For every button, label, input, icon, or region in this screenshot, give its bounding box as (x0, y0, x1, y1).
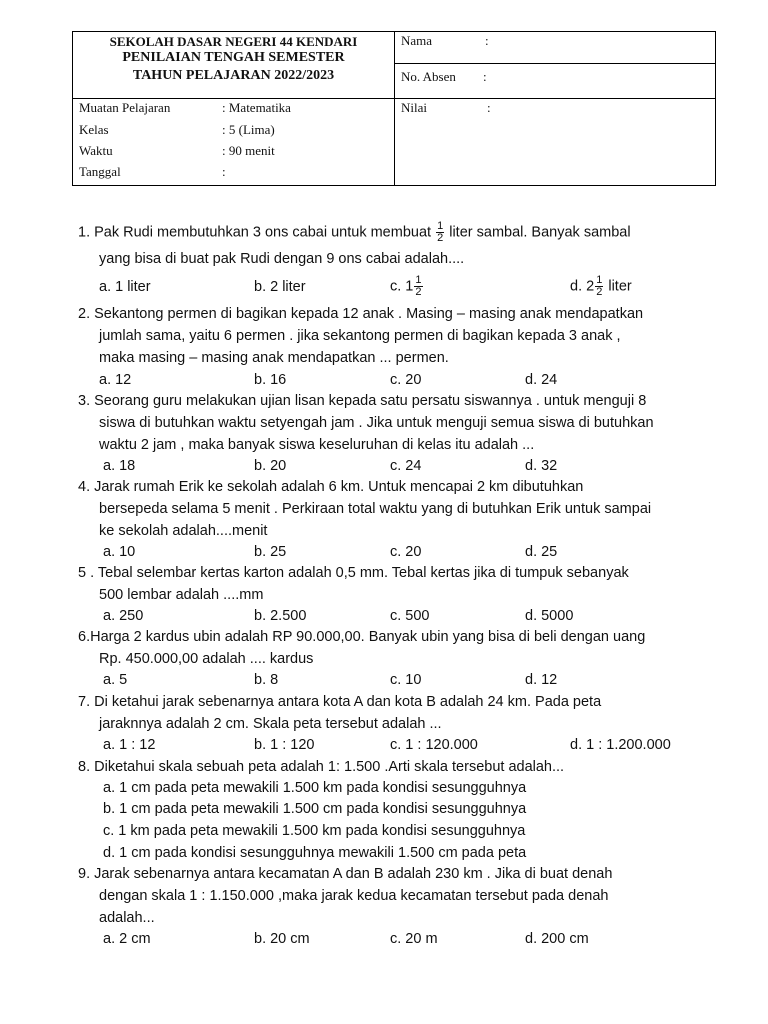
answer-option: c. 1 : 120.000 (390, 737, 478, 753)
answer-option: a. 10 (103, 544, 136, 560)
info-label: Waktu (79, 143, 113, 158)
question-text: dengan skala 1 : 1.150.000 ,maka jarak kedua kecamatan tersebut pada denah (99, 888, 609, 904)
answer-option: a. 250 (103, 608, 144, 624)
info-label: Kelas (79, 122, 109, 137)
answer-option: a. 18 (103, 458, 136, 474)
answer-option: b. 20 (254, 458, 287, 474)
question-text: siswa di butuhkan waktu setyengah jam . Jika untuk menguji semua siswa di butuhkan (99, 415, 654, 431)
answer-option: a. 2 cm (103, 931, 151, 947)
answer-option: a. 12 (99, 372, 132, 388)
info-value: : (222, 164, 226, 179)
fraction: $\frac{1}{2}$ (437, 220, 444, 244)
answer-option: c. 20 m (390, 931, 438, 947)
answer-option: c. 500 (390, 608, 430, 624)
answer-option: c. 20 (390, 544, 422, 560)
table-divider (73, 98, 715, 99)
answer-option: c. 24 (390, 458, 422, 474)
answer-option: c. 1 $\frac{1}{2}$ (390, 274, 422, 298)
info-value: : 90 menit (222, 143, 275, 158)
answer-option: a. 1 liter (99, 279, 151, 295)
nilai-colon: : (487, 100, 491, 115)
answer-option: b. 16 (254, 372, 287, 388)
fraction: $\frac{1}{2}$ (415, 274, 422, 298)
question-text: maka masing – masing anak mendapatkan ... permen. (99, 350, 449, 366)
question-text: 9. Jarak sebenarnya antara kecamatan A dan B adalah 230 km . Jika di buat denah (78, 866, 613, 882)
info-label: Muatan Pelajaran (79, 100, 171, 115)
answer-option: d. 25 (525, 544, 558, 560)
question-text: 2. Sekantong permen di bagikan kepada 12 anak . Masing – masing anak mendapatkan (78, 306, 644, 322)
question-text: 5 . Tebal selembar kertas karton adalah 0,5 mm. Tebal kertas jika di tumpuk sebanyak (78, 565, 629, 581)
answer-option: d. 32 (525, 458, 558, 474)
question-text: 4. Jarak rumah Erik ke sekolah adalah 6 km. Untuk mencapai 2 km dibutuhkan (78, 479, 584, 495)
answer-option: a. 5 (103, 672, 128, 688)
question-text: 3. Seorang guru melakukan ujian lisan kepada satu persatu siswannya . untuk menguji 8 (78, 393, 647, 409)
exam-title: PENILAIAN TENGAH SEMESTER (122, 50, 345, 65)
answer-option: c. 1 km pada peta mewakili 1.500 km pada kondisi sesungguhnya (103, 823, 526, 839)
question-text: yang bisa di buat pak Rudi dengan 9 ons cabai adalah.... (99, 251, 465, 267)
answer-option: a. 1 : 12 (103, 737, 156, 753)
question-text: 1. Pak Rudi membutuhkan 3 ons cabai untuk membuat $\frac{1}{2}$ liter sambal. Banyak sambal (78, 220, 631, 244)
answer-option: b. 2.500 (254, 608, 307, 624)
nilai-label: Nilai (401, 100, 427, 115)
answer-option: b. 20 cm (254, 931, 310, 947)
info-value: : 5 (Lima) (222, 122, 275, 137)
absen-label: No. Absen (401, 69, 456, 84)
answer-option: b. 8 (254, 672, 279, 688)
answer-option: c. 20 (390, 372, 422, 388)
answer-option: d. 1 : 1.200.000 (570, 737, 671, 753)
answer-option: b. 1 cm pada peta mewakili 1.500 cm pada kondisi sesungguhnya (103, 801, 527, 817)
answer-option: c. 10 (390, 672, 422, 688)
question-text: 500 lembar adalah ....mm (99, 587, 264, 603)
question-text: Rp. 450.000,00 adalah .... kardus (99, 651, 314, 667)
question-text: bersepeda selama 5 menit . Perkiraan total waktu yang di butuhkan Erik untuk sampai (99, 501, 652, 517)
question-text: jumlah sama, yaitu 6 permen . jika sekantong permen di bagikan kepada 3 anak , (99, 328, 621, 344)
question-text: jaraknnya adalah 2 cm. Skala peta tersebut adalah ... (99, 716, 442, 732)
academic-year: TAHUN PELAJARAN 2022/2023 (132, 68, 335, 83)
info-label: Tanggal (79, 164, 121, 179)
school-name: SEKOLAH DASAR NEGERI 44 KENDARI (109, 34, 358, 49)
answer-option: d. 200 cm (525, 931, 589, 947)
question-text: adalah... (99, 910, 155, 926)
answer-option: d. 12 (525, 672, 558, 688)
fraction: $\frac{1}{2}$ (596, 274, 603, 298)
question-text: waktu 2 jam , maka banyak siswa keseluruhan di kelas itu adalah ... (99, 437, 535, 453)
answer-option: b. 2 liter (254, 279, 306, 295)
absen-colon: : (483, 69, 487, 84)
answer-option: a. 1 cm pada peta mewakili 1.500 km pada kondisi sesungguhnya (103, 780, 527, 796)
header-table (72, 31, 716, 186)
answer-option: d. 5000 (525, 608, 574, 624)
table-divider (394, 63, 715, 64)
info-value: : Matematika (222, 100, 291, 115)
question-text: 8. Diketahui skala sebuah peta adalah 1: 1.500 .Arti skala tersebut adalah... (78, 759, 565, 775)
answer-option: d. 24 (525, 372, 558, 388)
question-text: ke sekolah adalah....menit (99, 523, 268, 539)
table-divider (394, 32, 395, 185)
answer-option: d. 1 cm pada kondisi sesungguhnya mewakili 1.500 cm pada peta (103, 845, 527, 861)
answer-option: d. 2 $\frac{1}{2}$ liter (570, 274, 632, 298)
question-text: 7. Di ketahui jarak sebenarnya antara kota A dan kota B adalah 24 km. Pada peta (78, 694, 602, 710)
answer-option: b. 25 (254, 544, 287, 560)
nama-label: Nama (401, 33, 433, 48)
answer-option: b. 1 : 120 (254, 737, 315, 753)
nama-colon: : (485, 33, 489, 48)
question-text: 6.Harga 2 kardus ubin adalah RP 90.000,00. Banyak ubin yang bisa di beli dengan uang (78, 629, 646, 645)
